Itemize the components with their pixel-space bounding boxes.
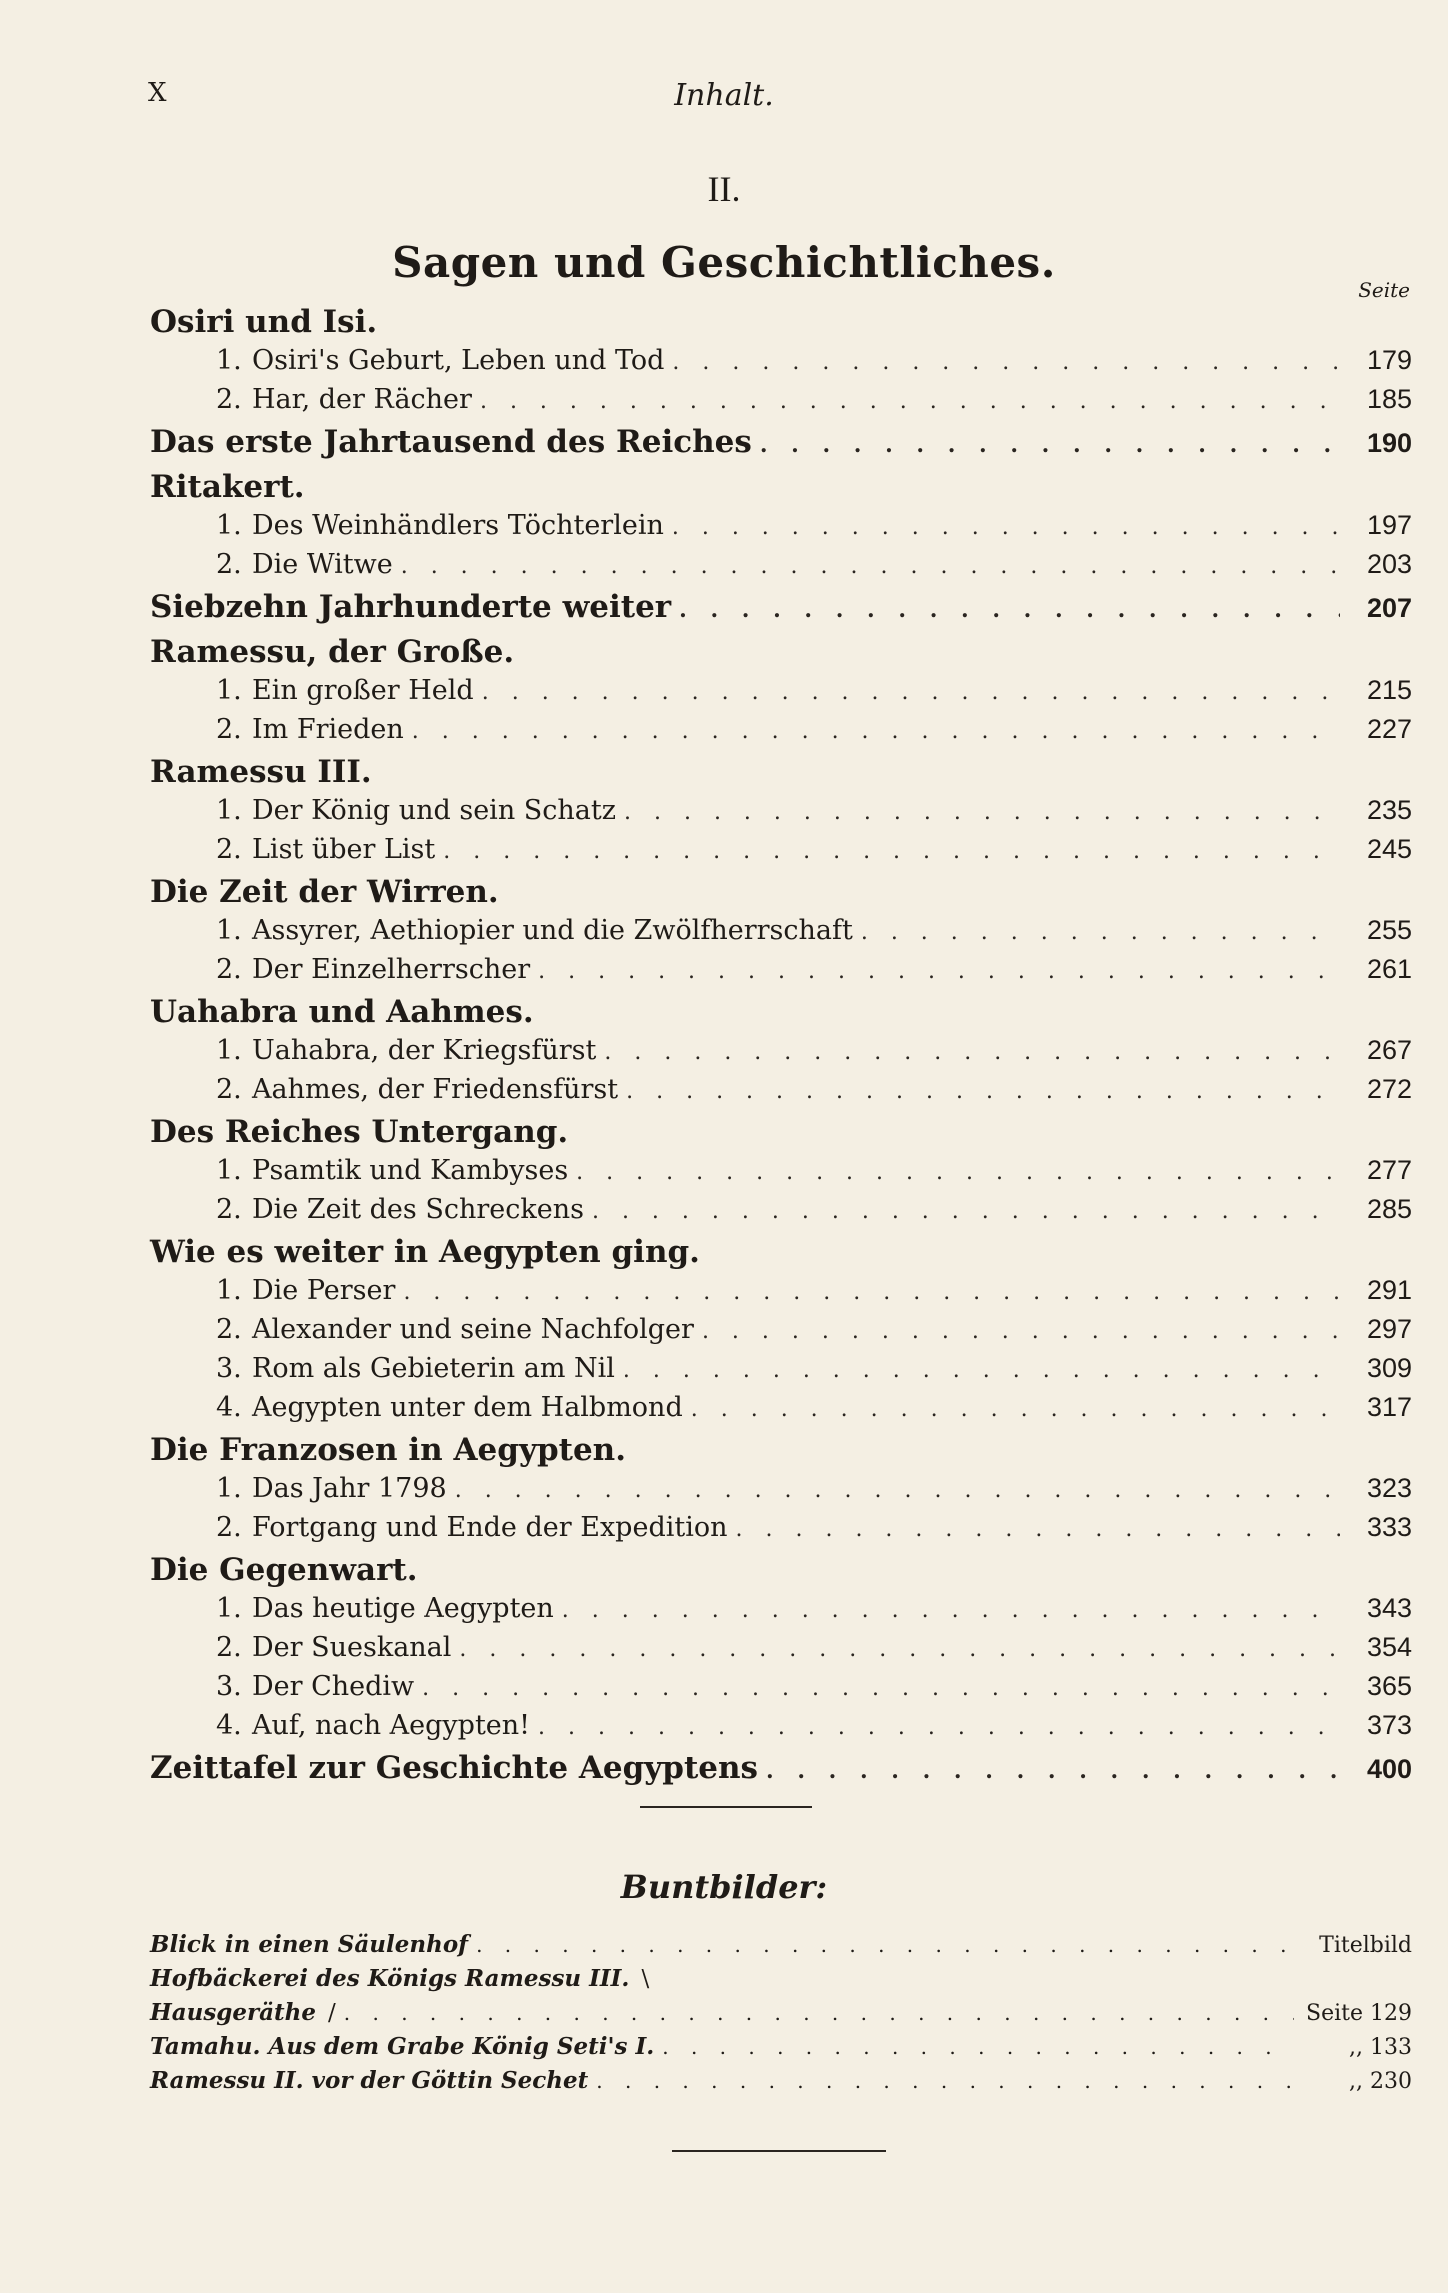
toc-entry-number: 2. xyxy=(216,834,242,865)
dot-leader xyxy=(691,1392,1340,1428)
toc-sub-entry xyxy=(150,1668,1412,1707)
toc-entry-label xyxy=(216,1192,584,1228)
dot-leader xyxy=(596,2065,1294,2098)
toc-entry-text: Die Witwe xyxy=(252,549,393,580)
toc-entry-number: 1. xyxy=(216,510,242,541)
toc-heading-entry xyxy=(150,422,1412,465)
dot-leader xyxy=(455,1473,1340,1509)
toc-page-number: 197 xyxy=(1366,510,1412,540)
toc-entry-text: Der König und sein Schatz xyxy=(252,795,616,826)
toc-page-number: 267 xyxy=(1366,1035,1412,1065)
toc-page-number: 309 xyxy=(1366,1353,1412,1383)
toc-entry-text: List über List xyxy=(252,834,436,865)
toc-section-heading: Ritakert. xyxy=(150,469,305,505)
dot-leader xyxy=(624,795,1340,831)
toc-entry-label xyxy=(216,1591,554,1627)
toc-entry-label xyxy=(216,343,664,379)
dot-leader xyxy=(592,1194,1340,1230)
toc-entry-text: Alexander und seine Nachfolger xyxy=(252,1314,694,1345)
plate-label: Ramessu II. vor der Göttin Sechet xyxy=(150,2067,589,2094)
page-number: X xyxy=(148,78,167,108)
toc-entry-text: Auf, nach Aegypten! xyxy=(252,1710,531,1741)
toc-entry-number: 2. xyxy=(216,1314,242,1345)
toc-entry-label xyxy=(216,547,393,583)
toc-page-number: 354 xyxy=(1366,1632,1412,1662)
toc-entry-text: Der Chediw xyxy=(252,1671,415,1702)
toc-entry-label xyxy=(216,1708,530,1744)
toc-sub-entry xyxy=(150,1272,1412,1311)
toc-entry-label xyxy=(216,1153,568,1189)
part-number: II. xyxy=(707,169,741,209)
toc-sub-entry xyxy=(150,1707,1412,1746)
dot-leader xyxy=(459,1632,1340,1668)
toc-entry-label xyxy=(216,508,664,544)
toc-entry-number: 1. xyxy=(216,1275,242,1306)
toc-page-number: 297 xyxy=(1366,1314,1412,1344)
toc-page-number: 235 xyxy=(1366,795,1412,825)
brace-mark: \ xyxy=(641,1966,650,1992)
toc-page-number: 255 xyxy=(1366,915,1412,945)
toc-entry-text: Die Perser xyxy=(252,1275,396,1306)
part-title: Sagen und Geschichtliches. xyxy=(392,238,1056,287)
plate-reference: ,, 230 xyxy=(1349,2069,1412,2094)
dot-leader xyxy=(401,549,1340,585)
toc-page-number: 400 xyxy=(1366,1754,1412,1784)
table-of-contents xyxy=(150,300,1412,1791)
plate-entry xyxy=(150,1928,1412,1962)
toc-entry-text: Assyrer, Aethiopier und die Zwölfherrschaft xyxy=(252,915,853,946)
toc-heading-entry xyxy=(150,587,1412,630)
toc-sub-entry xyxy=(150,1470,1412,1509)
dot-leader xyxy=(679,590,1340,630)
toc-entry-text: Der Einzelherrscher xyxy=(252,954,531,985)
toc-page-number: 333 xyxy=(1366,1512,1412,1542)
dot-leader xyxy=(344,1997,1294,2030)
toc-entry-text: Rom als Gebieterin am Nil xyxy=(252,1353,615,1384)
plate-reference: Seite 129 xyxy=(1306,2001,1412,2026)
plate-reference: Titelbild xyxy=(1319,1933,1412,1958)
toc-sub-entry xyxy=(150,1509,1412,1548)
toc-entry-number: 1. xyxy=(216,1473,242,1504)
plate-entry xyxy=(150,2030,1412,2064)
toc-entry-text: Ein großer Held xyxy=(252,675,474,706)
toc-entry-text: Osiri's Geburt, Leben und Tod xyxy=(252,345,665,376)
toc-sub-entry xyxy=(150,1152,1412,1191)
toc-entry-label xyxy=(216,1471,447,1507)
dot-leader xyxy=(623,1353,1340,1389)
dot-leader xyxy=(412,714,1340,750)
dot-leader xyxy=(576,1155,1340,1191)
dot-leader xyxy=(403,1275,1340,1311)
toc-page-number: 215 xyxy=(1366,675,1412,705)
toc-entry-number: 2. xyxy=(216,1194,242,1225)
toc-page-number: 277 xyxy=(1366,1155,1412,1185)
toc-entry-number: 3. xyxy=(216,1353,242,1384)
toc-page-number: 373 xyxy=(1366,1710,1412,1740)
dot-leader xyxy=(672,510,1340,546)
divider-rule-top xyxy=(640,1806,812,1808)
toc-entry-text: Der Sueskanal xyxy=(252,1632,452,1663)
dot-leader xyxy=(538,1710,1340,1746)
toc-sub-entry xyxy=(150,1191,1412,1230)
plate-entry xyxy=(150,2064,1412,2098)
toc-entry-number: 2. xyxy=(216,1512,242,1543)
dot-leader xyxy=(482,675,1340,711)
toc-entry-text: Im Frieden xyxy=(252,714,404,745)
toc-page-number: 207 xyxy=(1366,593,1412,623)
toc-entry-number: 4. xyxy=(216,1392,242,1423)
toc-sub-entry xyxy=(150,711,1412,750)
toc-entry-label xyxy=(216,1630,451,1666)
toc-entry-number: 2. xyxy=(216,714,242,745)
toc-entry-label xyxy=(216,1390,683,1426)
toc-entry-label xyxy=(216,913,853,949)
toc-entry-number: 3. xyxy=(216,1671,242,1702)
toc-entry-number: 1. xyxy=(216,795,242,826)
dot-leader xyxy=(736,1512,1341,1548)
toc-sub-entry xyxy=(150,951,1412,990)
dot-leader xyxy=(766,1751,1340,1791)
toc-sub-entry xyxy=(150,342,1412,381)
dot-leader xyxy=(662,2031,1294,2064)
toc-heading-entry xyxy=(150,1748,1412,1791)
toc-entry-number: 1. xyxy=(216,915,242,946)
toc-entry-text: Aegypten unter dem Halbmond xyxy=(252,1392,683,1423)
divider-rule-bottom xyxy=(672,2150,886,2152)
toc-section-heading: Ramessu III. xyxy=(150,754,372,790)
toc-entry-text: Har, der Rächer xyxy=(252,384,472,415)
page-column-label: Seite xyxy=(1358,278,1410,302)
toc-sub-entry xyxy=(150,507,1412,546)
toc-sub-entry xyxy=(150,792,1412,831)
toc-entry-label xyxy=(216,1510,728,1546)
plate-label: Hausgeräthe xyxy=(150,1999,317,2026)
toc-sub-entry xyxy=(150,831,1412,870)
dot-leader xyxy=(538,954,1340,990)
toc-page-number: 203 xyxy=(1366,549,1412,579)
toc-entry-label xyxy=(216,712,404,748)
dot-leader xyxy=(476,1929,1294,1962)
toc-page-number: 343 xyxy=(1366,1593,1412,1623)
toc-entry-number: 4. xyxy=(216,1710,242,1741)
toc-entry-number: 1. xyxy=(216,1035,242,1066)
plate-entry xyxy=(150,1996,1412,2030)
toc-section-heading: Wie es weiter in Aegypten ging. xyxy=(150,1234,700,1270)
dot-leader xyxy=(702,1314,1340,1350)
toc-entry-text: Uahabra, der Kriegsfürst xyxy=(252,1035,597,1066)
toc-entry-text: Die Zeit des Schreckens xyxy=(252,1194,584,1225)
dot-leader xyxy=(443,834,1340,870)
running-title: Inhalt. xyxy=(674,78,774,113)
dot-leader xyxy=(422,1671,1340,1707)
toc-entry-label xyxy=(216,1351,615,1387)
toc-entry-number: 1. xyxy=(216,1155,242,1186)
toc-entry-label xyxy=(216,673,474,709)
toc-sub-entry xyxy=(150,912,1412,951)
toc-section-heading: Die Gegenwart. xyxy=(150,1552,418,1588)
toc-entry-label xyxy=(216,1312,694,1348)
dot-leader xyxy=(604,1035,1340,1071)
toc-entry-number: 1. xyxy=(216,1593,242,1624)
brace-mark: / xyxy=(328,2000,336,2026)
toc-entry-number: 1. xyxy=(216,675,242,706)
toc-page-number: 179 xyxy=(1366,345,1412,375)
toc-page-number: 291 xyxy=(1366,1275,1412,1305)
toc-entry-label xyxy=(216,1273,395,1309)
toc-sub-entry xyxy=(150,1311,1412,1350)
toc-sub-entry xyxy=(150,1071,1412,1110)
toc-entry-number: 1. xyxy=(216,345,242,376)
toc-sub-entry xyxy=(150,1629,1412,1668)
toc-page-number: 317 xyxy=(1366,1392,1412,1422)
plate-label: Hofbäckerei des Königs Ramessu III. xyxy=(150,1965,630,1992)
toc-page-number: 285 xyxy=(1366,1194,1412,1224)
toc-entry-label xyxy=(216,1669,414,1705)
toc-entry-number: 2. xyxy=(216,384,242,415)
toc-entry-text: Das Jahr 1798 xyxy=(252,1473,447,1504)
toc-section-heading: Die Zeit der Wirren. xyxy=(150,874,499,910)
toc-sub-entry xyxy=(150,546,1412,585)
toc-entry-label xyxy=(216,952,530,988)
toc-section-heading: Die Franzosen in Aegypten. xyxy=(150,1432,627,1468)
toc-entry-label xyxy=(216,1033,596,1069)
toc-section-heading: Uahabra und Aahmes. xyxy=(150,994,534,1030)
toc-entry-text: Fortgang und Ende der Expedition xyxy=(252,1512,728,1543)
toc-entry-number: 2. xyxy=(216,1632,242,1663)
toc-entry-number: 2. xyxy=(216,549,242,580)
plates-list xyxy=(150,1928,1412,2098)
toc-entry-text: Psamtik und Kambyses xyxy=(252,1155,569,1186)
plate-reference: ,, 133 xyxy=(1349,2035,1412,2060)
plates-title: Buntbilder: xyxy=(620,1868,828,1906)
toc-sub-entry xyxy=(150,381,1412,420)
dot-leader xyxy=(672,345,1340,381)
toc-sub-entry xyxy=(150,1032,1412,1071)
toc-sub-entry xyxy=(150,672,1412,711)
toc-page-number: 245 xyxy=(1366,834,1412,864)
toc-entry-text: Des Weinhändlers Töchterlein xyxy=(252,510,664,541)
dot-leader xyxy=(562,1593,1340,1629)
toc-page-number: 227 xyxy=(1366,714,1412,744)
toc-sub-entry xyxy=(150,1389,1412,1428)
toc-entry-number: 2. xyxy=(216,1074,242,1105)
toc-section-heading: Osiri und Isi. xyxy=(150,304,378,340)
plate-label: Tamahu. Aus dem Grabe König Seti's I. xyxy=(150,2033,655,2060)
toc-entry-label: Siebzehn Jahrhunderte weiter xyxy=(150,589,672,625)
toc-entry-label: Zeittafel zur Geschichte Aegyptens xyxy=(150,1750,759,1786)
plate-label: Blick in einen Säulenhof xyxy=(150,1931,469,1958)
toc-entry-label xyxy=(216,382,472,418)
toc-entry-label: Das erste Jahrtausend des Reiches xyxy=(150,424,752,460)
toc-page-number: 365 xyxy=(1366,1671,1412,1701)
running-head xyxy=(148,78,1300,118)
toc-page-number: 261 xyxy=(1366,954,1412,984)
toc-section-heading: Des Reiches Untergang. xyxy=(150,1114,569,1150)
toc-entry-label xyxy=(216,832,435,868)
toc-entry-number: 2. xyxy=(216,954,242,985)
dot-leader xyxy=(760,425,1340,465)
toc-entry-text: Das heutige Aegypten xyxy=(252,1593,554,1624)
toc-section-heading: Ramessu, der Große. xyxy=(150,634,515,670)
toc-sub-entry xyxy=(150,1590,1412,1629)
toc-page-number: 190 xyxy=(1366,428,1412,458)
toc-entry-label xyxy=(216,1072,618,1108)
plate-entry xyxy=(150,1962,1412,1996)
toc-page-number: 185 xyxy=(1366,384,1412,414)
dot-leader xyxy=(626,1074,1340,1110)
dot-leader xyxy=(861,915,1340,951)
toc-entry-label xyxy=(216,793,616,829)
toc-sub-entry xyxy=(150,1350,1412,1389)
dot-leader xyxy=(480,384,1340,420)
toc-page-number: 323 xyxy=(1366,1473,1412,1503)
toc-entry-text: Aahmes, der Friedensfürst xyxy=(252,1074,619,1105)
toc-page-number: 272 xyxy=(1366,1074,1412,1104)
